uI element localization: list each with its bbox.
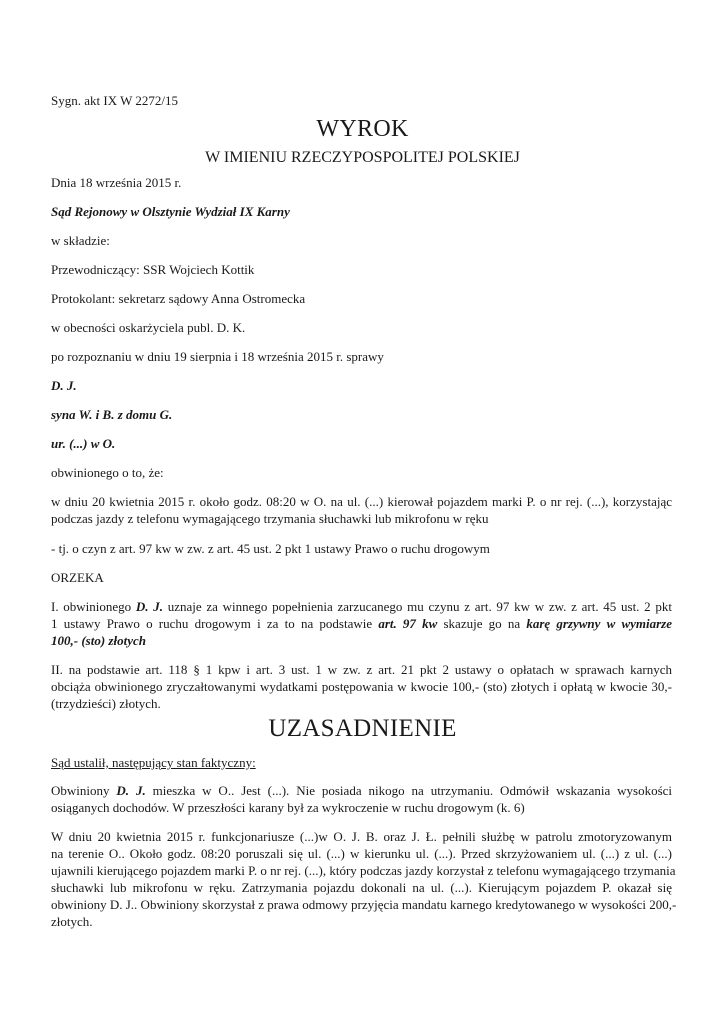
ruling-text: skazuje go na — [437, 616, 527, 631]
ruling-line: (trzydzieści) złotych. — [51, 696, 161, 711]
hearing-dates: po rozpoznaniu w dniu 19 sierpnia i 18 września 2015 r. sprawy — [51, 349, 384, 364]
presiding-judge: Przewodniczący: SSR Wojciech Kottik — [51, 262, 255, 277]
facts-defendant: D. J. — [116, 783, 146, 798]
defendant-birth: ur. (...) w O. — [51, 436, 116, 451]
ruling-defendant: D. J. — [135, 599, 164, 614]
ruling-text: I. obwinionego — [51, 599, 136, 614]
legal-qualification: - tj. o czyn z art. 97 kw w zw. z art. 45 ust. 2 pkt 1 ustawy Prawo o ruchu drogowym — [51, 541, 490, 556]
ruling-article: art. 97 kw — [378, 616, 438, 631]
ruling-penalty: karę grzywny w wymiarze — [526, 616, 672, 631]
facts-paragraph-1 — [51, 782, 672, 816]
ruling-text: uznaje za winnego popełnienia zarzucanego mu czynu z art. 97 kw w zw. z art. 45 ust. 2 pkt — [163, 599, 672, 614]
verdict-title: WYROK — [316, 116, 409, 142]
defendant-parents: syna W. i B. z domu G. — [51, 407, 173, 422]
facts-line: złotych. — [51, 914, 93, 929]
ruling-line: II. na podstawie art. 118 § 1 kpw i art. 3 ust. 1 w zw. z art. 21 pkt 2 ustawy o opłatach w sprawach karnych — [51, 662, 672, 677]
ruling-line — [51, 598, 672, 615]
ruling-line: obciąża obwinionego zryczałtowanymi wydatkami postępowania w kwocie 100,- (sto) złotych i opłatą w kwocie 30,- — [51, 679, 672, 694]
charge-description — [51, 493, 672, 527]
facts-text: Obwiniony — [51, 783, 117, 798]
facts-line — [51, 782, 672, 799]
defendant-name: D. J. — [51, 378, 77, 393]
facts-line: obwiniony D. J.. Obwiniony skorzystał z prawa odmowy przyjęcia mandatu karnego kredytowanego w wysokości 200,- — [51, 897, 677, 912]
verdict-subtitle: W IMIENIU RZECZYPOSPOLITEJ POLSKIEJ — [205, 149, 520, 166]
facts-text: mieszka w O.. Jest (...). Nie posiada nikogo na utrzymaniu. Odmówił wskazania wysokości — [145, 783, 673, 798]
ruling-text: 1 ustawy Prawo o ruchu drogowym i za to na podstawie — [51, 616, 379, 631]
facts-line: słuchawki lub mikrofonu w ręku. Zatrzymania pojazdu dokonali na ul. (...). Kierującym pojazdem P. okazał się — [51, 880, 672, 895]
charge-line: w dniu 20 kwietnia 2015 r. około godz. 08:20 w O. na ul. (...) kierował pojazdem marki P. o nr rej. (...), korzystając — [51, 494, 672, 509]
court-clerk: Protokolant: sekretarz sądowy Anna Ostromecka — [51, 291, 306, 306]
ruling-point-2 — [51, 661, 672, 712]
facts-line: W dniu 20 kwietnia 2015 r. funkcjonariusze (...)w O. J. B. oraz J. Ł. pełnili służbę w patrolu zmotoryzowanym — [51, 829, 672, 844]
verdict-date: Dnia 18 września 2015 r. — [51, 175, 182, 190]
case-signature: Sygn. akt IX W 2272/15 — [51, 93, 178, 108]
facts-line: na terenie O.. Około godz. 08:20 poruszali się ul. (...) w kierunku ul. (...). Przed skrzyżowaniem ul. (...) z ul. (...) — [51, 846, 672, 861]
prosecutor-presence: w obecności oskarżyciela publ. D. K. — [51, 320, 246, 335]
ruling-point-1 — [51, 598, 672, 649]
ruling-penalty-amount: 100,- (sto) złotych — [51, 633, 146, 648]
facts-heading: Sąd ustalił, następujący stan faktyczny: — [51, 755, 256, 770]
ruling-heading: ORZEKA — [51, 570, 104, 585]
charged-label: obwinionego o to, że: — [51, 465, 164, 480]
charge-line: podczas jazdy z telefonu wymagającego trzymania słuchawki lub mikrofonu w ręku — [51, 511, 489, 526]
composition-label: w składzie: — [51, 233, 110, 248]
ruling-line — [51, 615, 672, 632]
facts-line: osiąganych dochodów. W przeszłości karany był za wykroczenie w ruchu drogowym (k. 6) — [51, 800, 525, 815]
facts-line: ujawnili kierującego pojazdem marki P. o nr rej. (...), który podczas jazdy korzystał z telefonu wymagającego trzymania — [51, 863, 676, 878]
facts-paragraph-2 — [51, 828, 677, 930]
court-name: Sąd Rejonowy w Olsztynie Wydział IX Karny — [51, 204, 290, 219]
justification-title: UZASADNIENIE — [268, 715, 457, 742]
